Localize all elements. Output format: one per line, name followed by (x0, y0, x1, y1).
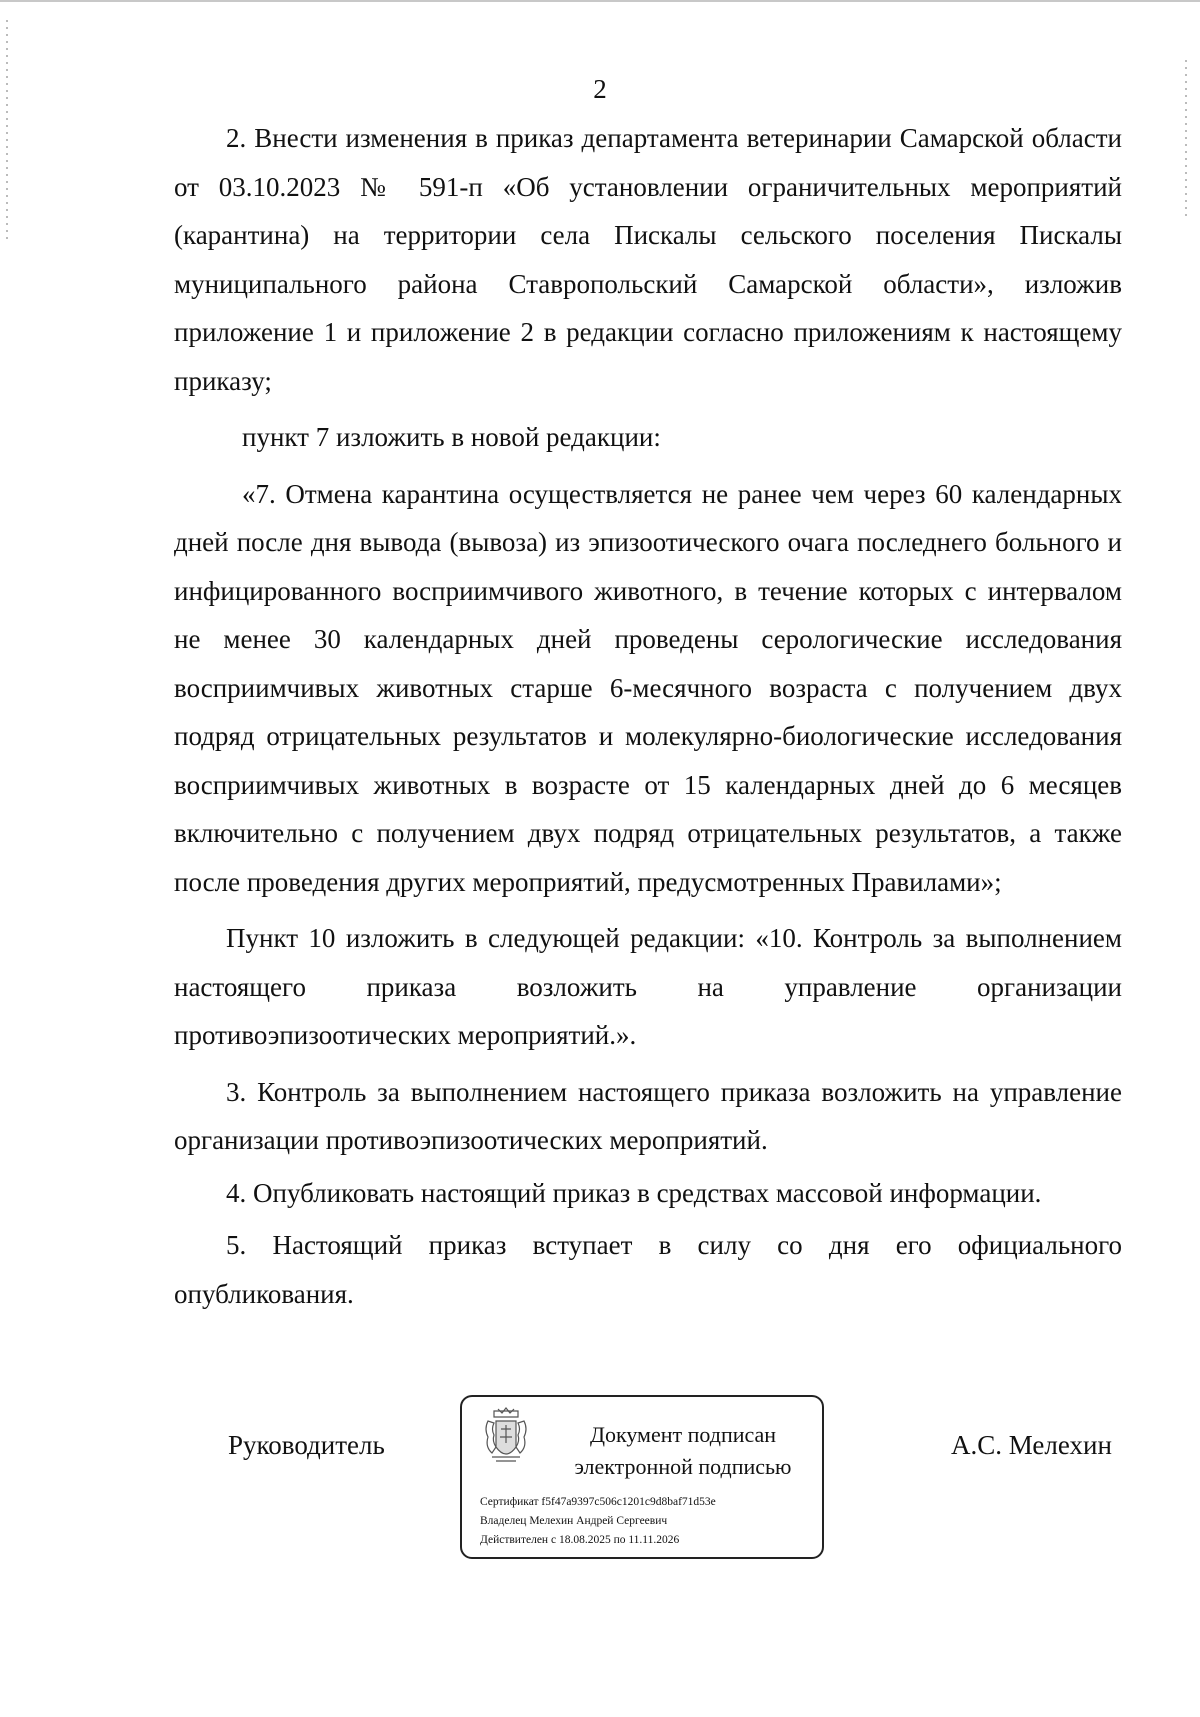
document-body (174, 114, 1122, 1322)
paragraph-item-4: 4. Опубликовать настоящий приказ в средствах массовой информации. (226, 1177, 1042, 1208)
stamp-owner: Владелец Мелехин Андрей Сергеевич (480, 1515, 668, 1527)
stamp-title-line-1: Документ подписан (589, 1422, 777, 1447)
signature-block (0, 1395, 1200, 1565)
stamp-title (552, 1419, 814, 1483)
scan-noise-left (6, 20, 8, 240)
stamp-validity: Действителен с 18.08.2025 по 11.11.2026 (480, 1534, 680, 1546)
page-number: 2 (593, 74, 607, 104)
stamp-title-line-2: электронной подписью (574, 1454, 792, 1479)
paragraph-punkt-7-intro: пункт 7 изложить в новой редакции: (242, 422, 661, 452)
coat-of-arms-icon (482, 1407, 530, 1467)
signer-name: А.С. Мелехин (951, 1430, 1112, 1460)
paragraph-item-5: 5. Настоящий приказ вступает в силу со дня его официального опубликования. (174, 1230, 1122, 1309)
electronic-signature-stamp (460, 1395, 824, 1559)
signatory-role: Руководитель (228, 1430, 385, 1460)
paragraph-item-2: 2. Внести изменения в приказ департамента ветеринарии Самарской области от 03.10.2023 № 591-п «Об установлении ограничительных мероприятий (карантина) на территории села Пискалы сельского поселения Пискалы муниципального района Ставропольский Самарской области», изложив приложение 1 и приложение 2 в редакции согласно приложениям к настоящему приказу; (174, 123, 1122, 396)
stamp-details (480, 1493, 716, 1550)
paragraph-punkt-10: Пункт 10 изложить в следующей редакции: «10. Контроль за выполнением настоящего приказа возложить на управление организации противоэпизоотических мероприятий.». (174, 923, 1122, 1050)
paragraph-punkt-7-text: «7. Отмена карантина осуществляется не ранее чем через 60 календарных дней после дня вывода (вывоза) из эпизоотического очага последнего больного и инфицированного восприимчивого животного, в течение которых с интервалом не менее 30 календарных дней проведены серологические исследования восприимчивых животных старше 6-месячного возраста с получением двух подряд отрицательных результатов и молекулярно-биологические исследования восприимчивых животных в возрасте от 15 календарных дней до 6 месяцев включительно с получением двух подряд отрицательных результатов, а также после проведения других мероприятий, предусмотренных Правилами»; (174, 478, 1122, 897)
stamp-certificate: Сертификат f5f47a9397c506c1201c9d8baf71d53e (480, 1496, 716, 1508)
paragraph-item-3: 3. Контроль за выполнением настоящего приказа возложить на управление организации противоэпизоотических мероприятий. (174, 1076, 1122, 1155)
scan-top-edge (0, 0, 1200, 2)
